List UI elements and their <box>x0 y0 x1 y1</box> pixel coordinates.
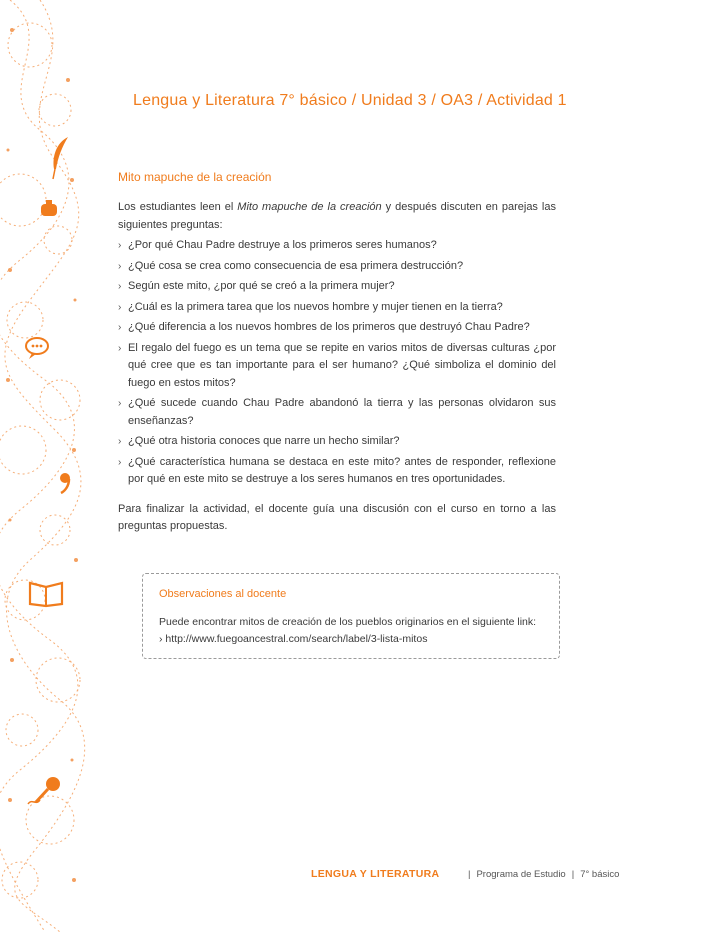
activity-body <box>118 199 556 536</box>
chevron-right-icon: › <box>118 342 122 354</box>
observations-title: Observaciones al docente <box>159 588 287 600</box>
ink-bottle-icon <box>38 198 60 218</box>
question-item: › ¿Qué otra historia conoces que narre un hecho similar? <box>118 433 556 451</box>
microphone-icon <box>26 774 64 808</box>
feather-quill-icon <box>48 135 72 181</box>
closing-paragraph: Para finalizar la actividad, el docente guía una discusión con el curso en torno a las preguntas propuestas. <box>118 502 556 532</box>
question-item: › ¿Qué característica humana se destaca en este mito? antes de responder, reflexione por qué en este mito se destruye a los seres humanos en tres oportunidades. <box>118 454 556 489</box>
comma-icon <box>58 472 72 494</box>
footer-info: | Programa de Estudio | 7° básico <box>468 869 620 880</box>
footer-program: Programa de Estudio <box>476 869 566 880</box>
resource-link[interactable]: › http://www.fuegoancestral.com/search/label/3-lista-mitos <box>159 633 428 645</box>
chevron-right-icon: › <box>118 260 122 272</box>
intro-paragraph: Los estudiantes leen el Mito mapuche de la creación y después discuten en parejas las siguientes preguntas: <box>118 201 556 231</box>
question-item: › ¿Qué sucede cuando Chau Padre abandonó la tierra y las personas olvidaron sus enseñanzas? <box>118 395 556 430</box>
speech-bubble-icon <box>24 336 50 360</box>
footer-grade: 7° básico <box>580 869 620 880</box>
chevron-right-icon: › <box>118 281 122 292</box>
question-item: › ¿Qué diferencia a los nuevos hombres de los primeros que destruyó Chau Padre? <box>118 319 556 337</box>
question-item: › El regalo del fuego es un tema que se repite en varios mitos de diversas culturas ¿por qué cree que es tan importante para el ser humano? ¿Qué simboliza el dominio del fuego en estos mitos? <box>118 340 556 393</box>
section-title: Mito mapuche de la creación <box>118 170 272 184</box>
question-item: › ¿Por qué Chau Padre destruye a los primeros seres humanos? <box>118 237 556 255</box>
teacher-observations-box <box>142 573 560 659</box>
question-item: › ¿Qué cosa se crea como consecuencia de esa primera destrucción? <box>118 258 556 276</box>
chevron-right-icon: › <box>118 322 122 333</box>
chevron-right-icon: › <box>118 301 122 313</box>
observations-text: Puede encontrar mitos de creación de los pueblos originarios en el siguiente link: › http://www.fuegoancestral.com/search/label/3-lista-mitos <box>159 614 549 648</box>
page-header-title: Lengua y Literatura 7° básico / Unidad 3 / OA3 / Actividad 1 <box>133 92 567 109</box>
chevron-right-icon: › <box>118 240 122 251</box>
story-title: Mito mapuche de la creación <box>237 201 382 213</box>
chevron-right-icon: › <box>118 456 122 468</box>
open-book-icon <box>28 578 64 608</box>
question-item: › Según este mito, ¿por qué se creó a la primera mujer? <box>118 278 556 296</box>
footer-subject: LENGUA Y LITERATURA <box>311 868 440 880</box>
question-item: › ¿Cuál es la primera tarea que los nuevos hombre y mujer tienen en la tierra? <box>118 299 556 317</box>
chevron-right-icon: › <box>118 436 122 447</box>
chevron-right-icon: › <box>118 398 122 409</box>
